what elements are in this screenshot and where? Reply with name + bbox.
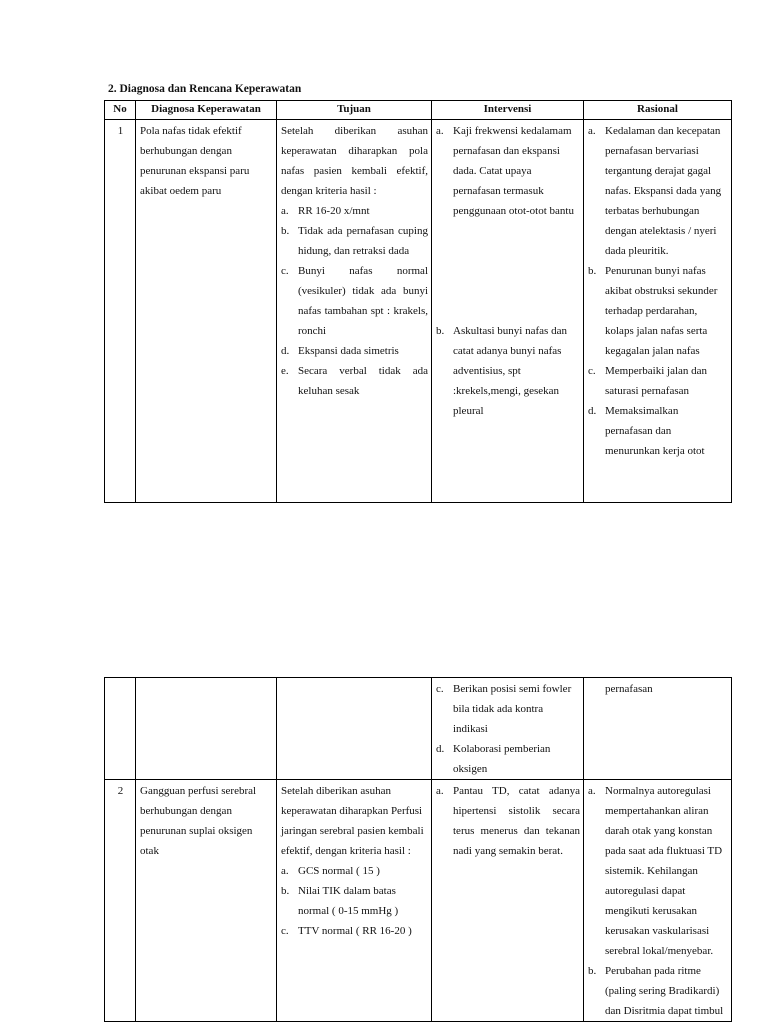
rasional-cell: [584, 120, 732, 503]
row-number: [105, 678, 136, 780]
tujuan-criteria-list: [281, 861, 428, 941]
list-item: e. Secara verbal tidak ada keluhan sesak: [281, 365, 428, 397]
list-item: a. GCS normal ( 15 ): [281, 865, 380, 877]
table-header-row: [105, 101, 732, 120]
row-number: 1: [105, 120, 136, 503]
diagnosa-cell: Pola nafas tidak efektif berhubungan dengan penurunan ekspansi paru akibat oedem paru: [136, 120, 277, 503]
list-item: d. Kolaborasi pemberian oksigen: [436, 743, 551, 775]
tujuan-cell: [277, 780, 432, 1022]
table-row: [105, 120, 732, 503]
tujuan-intro: Setelah diberikan asuhan keperawatan diharapkan Perfusi jaringan serebral pasien kembali efektif, dengan kriteria hasil :: [281, 785, 424, 857]
intervensi-list-b: [436, 321, 580, 421]
tujuan-intro: Setelah diberikan asuhan keperawatan diharapkan pola nafas pasien kembali efektif, dengan kriteria hasil :: [281, 125, 428, 197]
intervensi-spacer: [436, 221, 580, 321]
list-item: b. Perubahan pada ritme (paling sering Bradikardi) dan Disritmia dapat timbul: [588, 965, 724, 1017]
intervensi-cell: [432, 678, 584, 780]
row-number: 2: [105, 780, 136, 1022]
header-diagnosa: Diagnosa Keperawatan: [136, 101, 277, 120]
header-intervensi: Intervensi: [432, 101, 584, 120]
list-item: b. Nilai TIK dalam batas normal ( 0-15 mmHg ): [281, 885, 399, 917]
list-item: b. Penurunan bunyi nafas akibat obstruksi sekunder terhadap perdarahan, kolaps jalan nafas serta kegagalan jalan nafas: [588, 265, 718, 357]
rasional-list: [588, 781, 728, 1021]
header-rasional: Rasional: [584, 101, 732, 120]
list-item: c. Berikan posisi semi fowler bila tidak ada kontra indikasi: [436, 683, 572, 735]
care-plan-table-page1: [104, 100, 732, 503]
list-item: d. Memaksimalkan pernafasan dan menurunkan kerja otot: [588, 405, 705, 457]
intervensi-cell: [432, 120, 584, 503]
diagnosa-cell: [136, 678, 277, 780]
care-plan-table-page2: [104, 677, 732, 1022]
tujuan-cell: [277, 120, 432, 503]
list-item: a. Kedalaman dan kecepatan pernafasan bervariasi tergantung derajat gagal nafas. Ekspansi dada yang terbatas berhubungan dengan atelektasis / nyeri dada pleuritik.: [588, 125, 722, 257]
list-item: a. Normalnya autoregulasi mempertahankan aliran darah otak yang konstan pada saat ada fluktuasi TD sistemik. Kehilangan autoregulasi dapat mengikuti kerusakan kerusakan vaskularisasi serebral lokal/menyebar.: [588, 785, 723, 957]
intervensi-list: [436, 679, 580, 779]
diagnosa-cell: Gangguan perfusi serebral berhubungan dengan penurunan suplai oksigen otak: [136, 780, 277, 1022]
rasional-cell: [584, 678, 732, 780]
section-title: 2. Diagnosa dan Rencana Keperawatan: [108, 83, 302, 95]
rasional-continued-text: pernafasan: [605, 683, 653, 695]
header-tujuan: Tujuan: [277, 101, 432, 120]
list-item: d. Ekspansi dada simetris: [281, 345, 399, 357]
header-no: No: [105, 101, 136, 120]
intervensi-cell: [432, 780, 584, 1022]
tujuan-criteria-list: [281, 201, 428, 401]
tujuan-cell: [277, 678, 432, 780]
list-item: c. TTV normal ( RR 16-20 ): [281, 925, 412, 937]
list-item: a. Pantau TD, catat adanya hipertensi sistolik secara terus menerus dan tekanan nadi yang semakin berat.: [436, 785, 580, 857]
intervensi-list: [436, 121, 580, 221]
list-item: a. Kaji frekwensi kedalamam pernafasan dan ekspansi dada. Catat upaya pernafasan termasuk penggunaan otot-otot bantu: [436, 125, 574, 217]
list-item: b. Tidak ada pernafasan cuping hidung, dan retraksi dada: [281, 225, 428, 257]
rasional-cell: [584, 780, 732, 1022]
intervensi-list: [436, 781, 580, 861]
list-item: a. RR 16-20 x/mnt: [281, 205, 370, 217]
rasional-list: [588, 121, 728, 461]
list-item: c. Memperbaiki jalan dan saturasi pernafasan: [588, 365, 708, 397]
list-item: c. Bunyi nafas normal (vesikuler) tidak ada bunyi nafas tambahan spt : krakels, ronchi: [281, 265, 428, 337]
list-item: b. Askultasi bunyi nafas dan catat adanya bunyi nafas adventisius, spt :krekels,mengi, gesekan pleural: [436, 325, 567, 417]
table-row: [105, 678, 732, 780]
table-row: [105, 780, 732, 1022]
